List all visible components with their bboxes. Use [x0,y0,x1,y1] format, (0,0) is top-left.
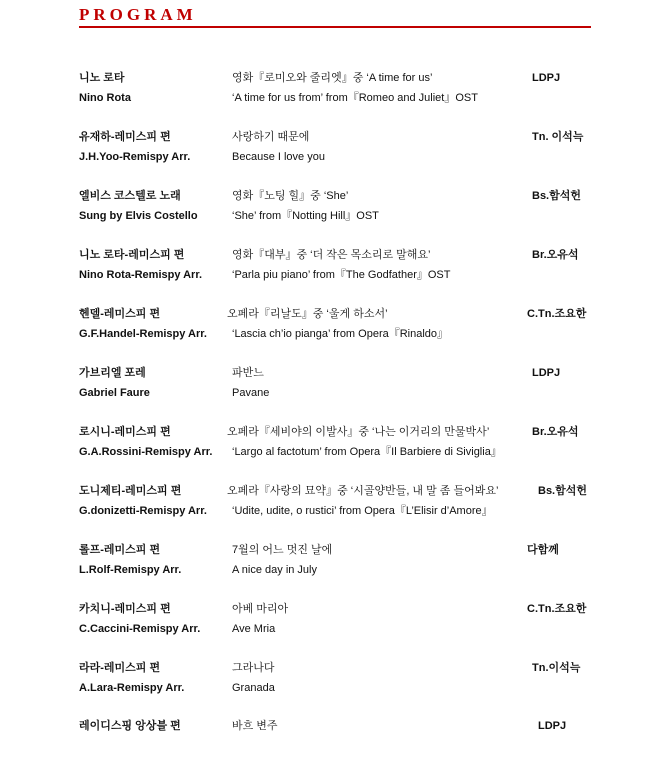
performer: Bs.함석헌 [532,190,581,202]
work-english: Because I love you [232,151,325,163]
performer: Tn.이석늑 [532,662,581,674]
performer: LDPJ [532,72,561,84]
composer-english: C.Caccini-Remispy Arr. [79,623,201,635]
performer: C.Tn.조요한 [527,603,587,615]
composer-english: A.Lara-Remispy Arr. [79,682,185,694]
program-entry [0,189,671,229]
composer-korean: 가브리엘 포레 [79,367,146,379]
performer: Tn. 이석늑 [532,131,584,143]
composer-english: Nino Rota-Remispy Arr. [79,269,203,281]
work-korean: 오페라『리날도』중 ‘울게 하소서’ [227,308,388,320]
composer-english: Nino Rota [79,92,131,104]
performer: LDPJ [532,367,561,379]
work-korean: 파반느 [232,367,264,379]
work-english: Ave Mria [232,623,276,635]
work-english: Pavane [232,387,270,399]
composer-english: L.Rolf-Remispy Arr. [79,564,182,576]
composer-korean: 라라-레미스피 편 [79,662,161,674]
program-entry [0,130,671,170]
composer-english: J.H.Yoo-Remispy Arr. [79,151,191,163]
performer: 다함께 [527,544,559,556]
composer-english: G.A.Rossini-Remispy Arr. [79,446,213,458]
work-english: ‘She’ from『Notting Hill』OST [232,210,379,222]
work-korean: 사랑하기 때문에 [232,131,310,143]
program-entry [0,719,671,759]
composer-korean: 레이디스핑 앙상블 편 [79,720,181,732]
work-korean: 영화『대부』중 ‘더 작은 목소리로 말해요’ [232,249,431,261]
work-english: ‘Udite, udite, o rustici’ from Opera『L’Elisir d’Amore』 [232,505,493,517]
work-korean: 7월의 어느 멋진 날에 [232,544,333,556]
work-english: ‘Lascia ch’io pianga’ from Opera『Rinaldo』 [232,328,449,340]
program-entry [0,366,671,406]
composer-english: Gabriel Faure [79,387,150,399]
title-underline [79,26,591,28]
composer-korean: 니노 로타 [79,72,125,84]
program-entry [0,543,671,583]
composer-korean: 카치니-레미스피 편 [79,603,171,615]
composer-english: Sung by Elvis Costello [79,210,198,222]
work-korean: 오페라『사랑의 묘약』중 ‘시골양반들, 내 말 좀 들어봐요’ [227,485,499,497]
composer-korean: 도니제티-레미스피 편 [79,485,182,497]
program-entry [0,602,671,642]
program-entry [0,425,671,465]
work-korean: 영화『노팅 힐』중 ‘She’ [232,190,349,202]
composer-korean: 헨델-레미스피 편 [79,308,161,320]
composer-korean: 로시니-레미스피 편 [79,426,171,438]
composer-korean: 니노 로타-레미스피 편 [79,249,185,261]
performer: Bs.함석헌 [538,485,587,497]
composer-korean: 롤프-레미스피 편 [79,544,161,556]
work-english: ‘Largo al factotum’ from Opera『Il Barbiere di Siviglia』 [232,446,502,458]
work-korean: 영화『로미오와 줄리엣』중 ‘A time for us’ [232,72,433,84]
work-korean: 아베 마리아 [232,603,289,615]
work-english: ‘Parla piu piano’ from『The Godfather』OST [232,269,451,281]
composer-english: G.donizetti-Remispy Arr. [79,505,207,517]
program-entry [0,248,671,288]
work-korean: 오페라『세비야의 이발사』중 ‘나는 이거리의 만물박사’ [227,426,490,438]
composer-korean: 유재하-레미스피 편 [79,131,171,143]
work-english: Granada [232,682,275,694]
performer: LDPJ [538,720,567,732]
performer: C.Tn.조요한 [527,308,587,320]
work-korean: 그라나다 [232,662,275,674]
work-english: A nice day in July [232,564,317,576]
program-entry [0,307,671,347]
performer: Br.오유석 [532,426,579,438]
work-english: ‘A time for us from’ from『Romeo and Juliet』OST [232,92,478,104]
program-entry [0,71,671,111]
work-korean: 바흐 변주 [232,720,278,732]
page-title: PROGRAM [79,5,197,24]
performer: Br.오유석 [532,249,579,261]
program-entry [0,661,671,701]
composer-english: G.F.Handel-Remispy Arr. [79,328,207,340]
composer-korean: 엘비스 코스텔로 노래 [79,190,181,202]
program-entry [0,484,671,524]
